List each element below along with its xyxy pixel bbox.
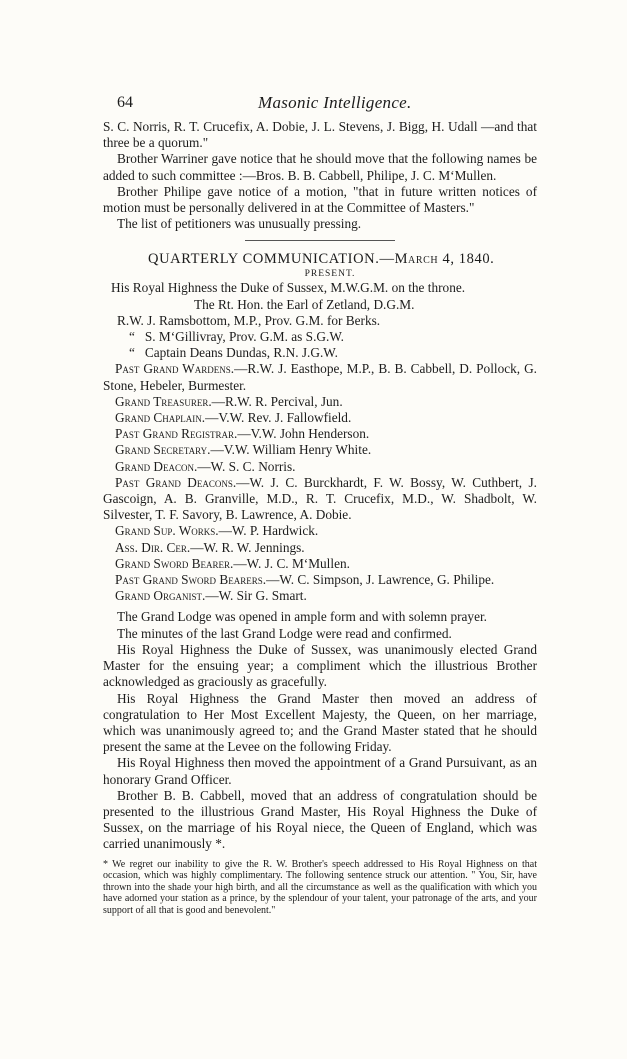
- office-names: —R.W. R. Percival, Jun.: [211, 393, 343, 409]
- proceedings-paragraph-3: His Royal Highness the Duke of Sussex, was unanimously elected Grand Master for the ensuing year; a compliment which the illustrious Brother acknowledged as graciously as gracefully.: [103, 641, 537, 690]
- section-title: QUARTERLY COMMUNICATION.—: [148, 251, 395, 268]
- office-label: Ass. Dir. Cer.: [115, 539, 191, 555]
- office-names: —W. J. C. M‘Mullen.: [233, 555, 350, 571]
- footnote: * We regret our inability to give the R. W. Brother's speech addressed to His Royal Highness on that occasion, which was highly complimentary. The following sentence struck our attention. " You, Sir, have thrown into the shade your high birth, and all the circumstance as well as the qualification with which you have adorned your station as a prince, by the splendour of your talent, your patronage of the arts, and your support of all that is good and benevolent.": [103, 858, 537, 916]
- office-names: —W. Sir G. Smart.: [205, 588, 307, 604]
- attendance-jgw-text: Captain Deans Dundas, R.N. J.G.W.: [144, 345, 338, 361]
- present-label: PRESENT.: [304, 269, 356, 280]
- intro-paragraph-4: The list of petitioners was unusually pressing.: [117, 216, 362, 232]
- attendance-sgw-text: S. M‘Gillivray, Prov. G.M. as S.G.W.: [144, 329, 344, 345]
- ditto-mark: “: [129, 329, 135, 345]
- section-date: March 4, 1840.: [394, 251, 495, 268]
- attendance-dgm: The Rt. Hon. the Earl of Zetland, D.G.M.: [194, 296, 415, 312]
- attendance-past-grand-wardens: [103, 361, 537, 393]
- office-names: —W. J. C. Burckhardt, F. W. Bossy, W. Cuthbert, J. Gascoign, A. B. Granville, M.D., R. T. Crucefix, M.D., W. Shadbolt, W. Silvester, T. F. Savory, B. Lawrence, A. Dobie.: [103, 474, 537, 523]
- office-label: Grand Secretary.: [115, 442, 211, 458]
- page-header: [103, 94, 537, 116]
- office-names: —R.W. J. Easthope, M.P., B. B. Cabbell, D. Pollock, G. Stone, Hebeler, Burmester.: [103, 361, 537, 393]
- office-names: —V.W. John Henderson.: [237, 426, 370, 442]
- attendance-ass-dir-cer: [115, 540, 537, 556]
- section-heading: [148, 250, 537, 268]
- office-label: Grand Sup. Works.: [115, 523, 219, 539]
- proceedings-paragraph-6: Brother B. B. Cabbell, moved that an address of congratulation should be presented to the illustrious Grand Master, His Royal Highness the Duke of Sussex, on the marriage of his Royal niece, the Queen of England, which was carried unanimously *.: [103, 787, 537, 852]
- office-names: —W. C. Simpson, J. Lawrence, G. Philipe.: [266, 572, 495, 588]
- attendance-grand-chaplain: [115, 410, 537, 426]
- page: [103, 94, 537, 916]
- office-label: Grand Treasurer.: [115, 393, 212, 409]
- attendance-grand-treasurer: [115, 394, 537, 410]
- attendance-pgm: R.W. J. Ramsbottom, M.P., Prov. G.M. for Berks.: [117, 312, 381, 328]
- intro-paragraph-1: S. C. Norris, R. T. Crucefix, A. Dobie, J. L. Stevens, J. Bigg, H. Udall —and that three be a quorum.": [103, 119, 537, 151]
- attendance-grand-deacon: [115, 459, 537, 475]
- page-number: 64: [117, 94, 133, 111]
- office-names: —V.W. Rev. J. Fallowfield.: [205, 410, 352, 426]
- attendance-past-grand-sword-bearers: [103, 572, 537, 588]
- section-divider: [245, 240, 395, 241]
- intro-paragraph-3: Brother Philipe gave notice of a motion, "that in future written notices of motion must be personally delivered in at the Committee of Masters.": [103, 183, 537, 216]
- ditto-mark: “: [129, 345, 135, 361]
- running-title: Masonic Intelligence.: [258, 93, 412, 112]
- office-label: Grand Organist.: [115, 588, 206, 604]
- text-body: [103, 119, 537, 916]
- attendance-grand-organist: [115, 588, 537, 604]
- office-label: Grand Deacon.: [115, 458, 198, 474]
- attendance-jgw: [129, 345, 537, 361]
- proceedings-paragraph-5: His Royal Highness then moved the appointment of a Grand Pursuivant, as an honorary Grand Officer.: [103, 755, 537, 787]
- attendance-throne: His Royal Highness the Duke of Sussex, M.W.G.M. on the throne.: [111, 280, 466, 296]
- office-label: Grand Sword Bearer.: [115, 555, 234, 571]
- attendance-sgw: [129, 329, 537, 345]
- office-label: Grand Chaplain.: [115, 410, 206, 426]
- office-label: Past Grand Sword Bearers.: [115, 572, 267, 588]
- attendance-grand-sword-bearer: [115, 556, 537, 572]
- office-label: Past Grand Wardens.: [115, 361, 235, 377]
- office-names: —W. R. W. Jennings.: [190, 539, 305, 555]
- proceedings-paragraph-1: The Grand Lodge was opened in ample form and with solemn prayer.: [117, 609, 487, 625]
- office-names: —V.W. William Henry White.: [210, 442, 372, 458]
- office-names: —W. S. C. Norris.: [197, 458, 296, 474]
- proceedings-paragraph-2: The minutes of the last Grand Lodge were read and confirmed.: [117, 625, 452, 641]
- attendance-grand-sup-works: [115, 523, 537, 539]
- office-names: —W. P. Hardwick.: [218, 523, 319, 539]
- intro-paragraph-2: Brother Warriner gave notice that he should move that the following names be added to such committee :—Bros. B. B. Cabbell, Philipe, J. C. M‘Mullen.: [103, 151, 537, 183]
- office-label: Past Grand Registrar.: [115, 426, 238, 442]
- attendance-grand-secretary: [115, 442, 537, 458]
- attendance-past-grand-deacons: [103, 475, 537, 524]
- office-label: Past Grand Deacons.: [115, 474, 237, 490]
- proceedings-paragraph-4: His Royal Highness the Grand Master then moved an address of congratulation to Her Most Excellent Majesty, the Queen, on her marriage, which was unanimously agreed to; and the Grand Master stated that he should present the same at the Levee on the following Friday.: [103, 690, 537, 755]
- attendance-past-grand-registrar: [115, 426, 537, 442]
